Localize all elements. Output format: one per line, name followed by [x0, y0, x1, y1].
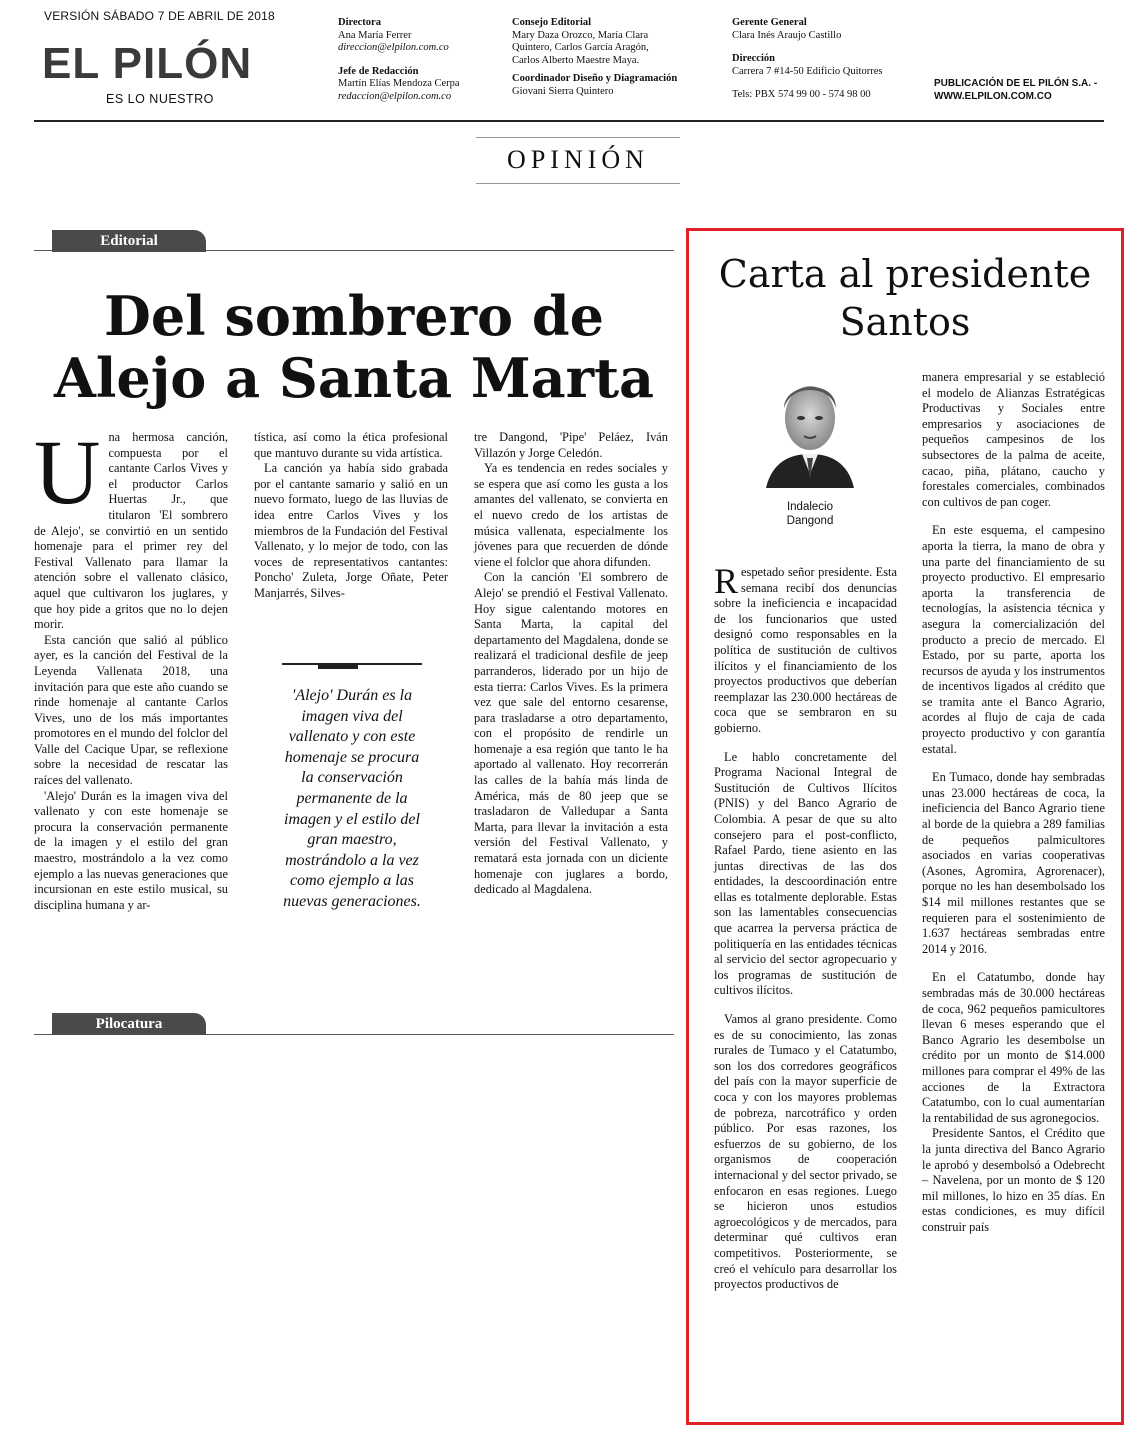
paragraph: En este esquema, el campesino aporta la tierra, la mano de obra y una parte del financiamiento de su proyecto productivo. El empresario aporta la transferencia de tecnologías, la asistencia técnica y asegura la comercialización del producto a precio de mercado. El Estado, por su parte, aporta los recursos de ayuda y los instrumentos de incentivos ligados al crédito que se tramita ante el Banco Agrario, acordes al flujo de caja de cada proyecto productivo y con garantía estatal.	[922, 523, 1105, 756]
phone: Tels: PBX 574 99 00 - 574 98 00	[732, 89, 871, 100]
newspaper-logo: EL PILÓN	[42, 39, 253, 88]
staff-name: Ana María Ferrer	[338, 29, 412, 41]
staff-email: direccion@elpilon.com.co	[338, 42, 449, 53]
staff-name: Quintero, Carlos García Aragón,	[512, 42, 649, 53]
staff-name: Martín Elías Mendoza Cerpa	[338, 78, 460, 89]
drop-cap: R	[714, 561, 739, 601]
section-rule	[476, 137, 680, 138]
editorial-headline	[34, 285, 674, 409]
pullquote-rule-accent	[318, 665, 358, 669]
letter-column-1	[714, 561, 897, 1306]
paragraph: Con la canción 'El sombrero de Alejo' se prendió el Festival Vallenato. Hoy sigue calentando motores en Santa Marta, la capital del departamento del Magdalena, donde se realizará el tradicional desfile de jeep parranderos, liderado por un hijo de esta tierra: Carlos Vives. Es la primera vez que sale del entorno cesarense, para trasladarse a otro departamento, con el propósito de rendirle un homenaje a esa región que tanto le ha aportado al vallenato. Hoy recorrerán las calles de la bahía más linda de América, más de 80 jeep que se trasladaron de Valledupar a Santa Marta, para llevar la invitación a esta versión del Festival Vallenato, y rematará esta jornada con un diciente homenaje con juglares a bordo, dedicado al Magdalena.	[474, 570, 668, 897]
headline-line-1: Carta al presidente	[718, 252, 1092, 296]
pilocatura-tab: Pilocatura	[52, 1013, 206, 1035]
paragraph: Le hablo concretamente del Programa Nacional Integral de Sustitución de Cultivos Ilícitos (PNIS) y del Banco Agrario de Colombia. A pesar de que su alto consejero para el post-conflicto, Rafael Pardo, tiene asiento en las juntas directivas de las dos entidades, la descoordinación entre ellas es totalmente deplorable. Estas son las lamentables consecuencias que acarrea la perversa práctica de politiquería en las entidades técnicas al servicio del sector agropecuario y los programas de sustitución de cultivos ilícitos.	[714, 749, 897, 998]
paragraph: tística, así como la ética profesional que mantuvo durante su vida artística.	[254, 430, 448, 460]
paragraph: Esta canción que salió al público ayer, es la canción del Festival de la Leyenda Vallenata 2018, una invitación para que este año cuando se rinde homenaje al cantante Carlos Vives, uno de los más importantes promotores en el mundo del folclor del Valle del Cacique Upar, se reflexione sobre la necesidad de rescatar las raíces del vallenato.	[34, 632, 228, 788]
staff-heading: Gerente General	[732, 17, 807, 28]
author-photo	[762, 370, 858, 488]
paragraph: Ya es tendencia en redes sociales y se espera que así como les gusta a los amantes del vallenato, se convierta en el nuevo credo de los artistas de música vallenata, especialmente los jóvenes para que recuerden de dónde viene el folclor que ahora difunden.	[474, 461, 668, 569]
publisher-info	[934, 78, 1097, 103]
publisher-name: PUBLICACIÓN DE EL PILÓN S.A. -	[934, 78, 1098, 89]
author-first-name: Indalecio	[786, 501, 834, 513]
paragraph: manera empresarial y se estableció el modelo de Alianzas Estratégicas Productivas y Sociales entre empresarios y asociaciones de pequeños campesinos de los subsectores de la palma de aceite, cacao, piña, plátano, caucho y forestales comerciales, combinados con cultivos de pan coger.	[922, 370, 1105, 509]
masthead-staff-column-1	[338, 17, 498, 103]
masthead-staff-column-2	[512, 17, 712, 98]
paragraph: 'Alejo' Durán es la imagen viva del vallenato y con este homenaje se procura la conservación permanente de la imagen y el estilo del gran maestro, mostrándolo a la vez como ejemplo a las nuevas generaciones que incursionan en este estilo musical, su disciplina humana y ar-	[34, 788, 228, 912]
editorial-column-2	[254, 430, 448, 602]
section-rule	[476, 183, 680, 184]
paragraph: En el Catatumbo, donde hay sembradas más de 30.000 hectáreas de coca, 962 pequeños pamicultores llevan 6 meses esperando que el Banco Agrario les desembolse un crédito por un monto de $14.000 millones para comprar el 49% de las acciones de la Extractora Catatumbo, con lo cual aumentarían la rentabilidad de sus agronegocios.	[922, 970, 1105, 1125]
edition-date: VERSIÓN SÁBADO 7 DE ABRIL DE 2018	[44, 9, 275, 23]
headline-line-2: Alejo a Santa Marta	[53, 346, 655, 410]
paragraph: En Tumaco, donde hay sembradas unas 23.000 hectáreas de coca, la ineficiencia del Banco Agrario tiene al borde de la quiebra a 289 familias de pequeños palmicultores asociados en varias cooperativas (Asones, Agromira, Agrorenacer), porque no les han desembolsado los $14 mil millones restantes que se requieren para el sostenimiento de 1.637 hectáreas sembradas entre 2014 y 2016.	[922, 770, 1105, 956]
masthead-rule	[34, 120, 1104, 122]
editorial-column-1	[34, 421, 228, 913]
headline-line-1: Del sombrero de	[103, 284, 604, 348]
author-name	[760, 500, 860, 528]
paragraph: na hermosa canción, compuesta por el cantante Carlos Vives y el productor Carlos Huertas Jr., que titularon 'El sombrero de Alejo', se convirtió en un sentido homenaje para el primer rey del Festival Vallenato para llamar la atención sobre el vallenato clásico, aquel que cultivaron los juglares, y que hoy pide a gritos que no lo dejen morir.	[34, 430, 228, 632]
staff-heading: Directora	[338, 17, 381, 28]
staff-email: redaccion@elpilon.com.co	[338, 90, 452, 102]
author-portrait-icon	[762, 370, 858, 488]
headline-line-2: Santos	[839, 300, 971, 344]
paragraph: La canción ya había sido grabada por el cantante samario y salió en un nuevo formato, luego de las lluvias de idea entre Carlos Vives y los miembros de la Fundación del Festival Vallenato, y lo mejor de todo, con las voces de representativos cantantes: Poncho' Zuleta, Jorge Oñate, Peter Manjarrés, Silves-	[254, 461, 448, 600]
staff-heading: Consejo Editorial	[512, 17, 592, 28]
editorial-column-3	[474, 430, 668, 898]
column-headline	[700, 250, 1110, 346]
letter-column-2	[922, 370, 1105, 1248]
paragraph-text: espetado señor presidente. Esta semana recibí dos denuncias sobre la ineficiencia e incapacidad de los funcionarios que usted designó como responsables en la política de sustitución de cultivos ilícitos y el financiamiento de los proyectos productivos que deberían reemplazar las 230.000 hectáreas de coca que se sembraron en su gobierno.	[714, 565, 897, 735]
staff-name: Clara Inés Araujo Castillo	[732, 29, 842, 41]
staff-name: Giovani Sierra Quintero	[512, 85, 614, 97]
editorial-tab: Editorial	[52, 230, 206, 252]
address: Carrera 7 #14-50 Edificio Quitorres	[732, 65, 883, 77]
staff-name: Mary Daza Orozco, María Clara	[512, 29, 649, 41]
drop-cap: U	[34, 421, 101, 523]
author-last-name: Dangond	[786, 515, 834, 527]
staff-heading: Dirección	[732, 53, 775, 64]
paragraph: tre Dangond, 'Pipe' Peláez, Iván Villazón y Jorge Celedón.	[474, 430, 668, 460]
masthead-staff-column-3	[732, 17, 932, 102]
staff-heading: Coordinador Diseño y Diagramación	[512, 73, 678, 84]
paragraph	[714, 561, 897, 737]
paragraph: Vamos al grano presidente. Como es de su conocimiento, las zonas rurales de Tumaco y el Catatumbo, son los dos corredores geográficos del país con la mayor superficie de coca y con los mayores problemas de pobreza, narcotráfico y orden público. Por esas razones, los esfuerzos de su gobierno, de los organismos de cooperación internacional y del sector privado, se enfocaron en esas regiones. Luego se hicieron unos estudios agroecológicos y de mercados, para determinar qué cultivos eran competitivos. Posteriormente, se creó el vehículo para desarrollar los proyectos productivos de	[714, 1012, 897, 1292]
paragraph: Presidente Santos, el Crédito que la junta directiva del Banco Agrario le aprobó y desembolsó a Odebrecht – Navelena, por un monto de $ 120 mil millones, lo hizo en 35 días. En estas condiciones, es muy difícil construir país	[922, 1126, 1105, 1234]
section-title: OPINIÓN	[507, 145, 649, 174]
staff-heading: Jefe de Redacción	[338, 65, 419, 77]
publisher-url[interactable]: WWW.ELPILON.COM.CO	[934, 90, 1052, 102]
newspaper-slogan: ES LO NUESTRO	[106, 92, 214, 106]
pull-quote: 'Alejo' Durán es la imagen viva del vallenato y con este homenaje se procura la conservación permanente de la imagen y el estilo del gran maestro, mostrándolo a la vez como ejemplo a las nuevas generaciones.	[283, 687, 421, 910]
staff-name: Carlos Alberto Maestre Maya.	[512, 54, 640, 66]
